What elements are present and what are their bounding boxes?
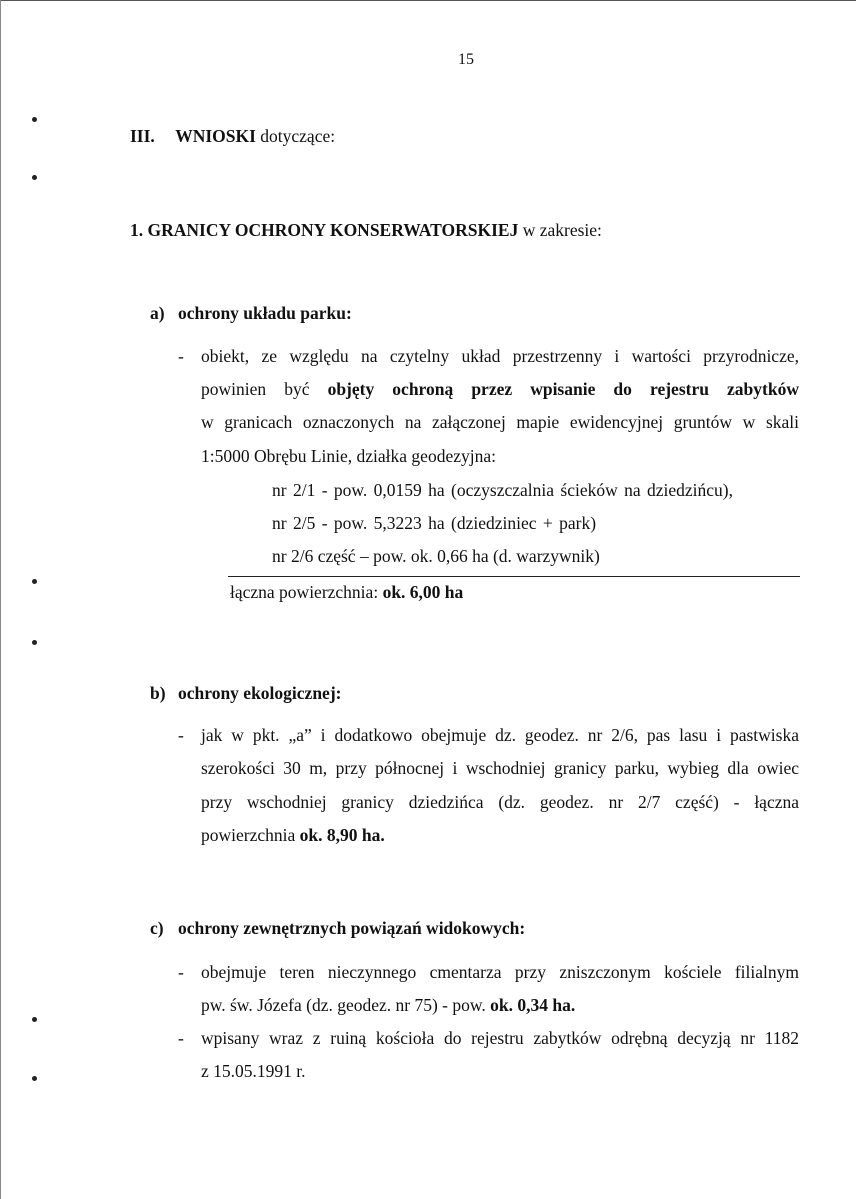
item-a-line-3: w granicach oznaczonych na załączonej mapie ewidencyjnej gruntów w skali: [201, 412, 799, 432]
item-b-line-4-bold: ok. 8,90 ha.: [299, 825, 385, 845]
item-c2-dash: -: [178, 1028, 184, 1048]
item-a-total-value: ok. 6,00 ha: [382, 582, 464, 602]
item-a-label: a): [150, 303, 165, 323]
scan-edge-top: [0, 0, 856, 1]
item-c2-line-2: z 15.05.1991 r.: [201, 1061, 306, 1081]
item-c1-line-2-text: pw. św. Józefa (dz. geodez. nr 75) - pow.: [201, 995, 491, 1015]
page-number: 15: [458, 51, 474, 68]
binding-hole-mark: [32, 175, 37, 180]
binding-hole-mark: [32, 1076, 37, 1081]
scan-edge-left: [0, 0, 1, 1199]
parcel-line: nr 2/1 - pow. 0,0159 ha (oczyszczalnia ścieków na dziedzińcu),: [272, 480, 734, 500]
item-a-dash: -: [178, 346, 184, 366]
binding-hole-mark: [32, 117, 37, 122]
parcel-line: nr 2/6 część – pow. ok. 0,66 ha (d. warzywnik): [272, 546, 600, 566]
item-c-label: c): [150, 918, 164, 938]
sum-divider: [228, 576, 800, 577]
binding-hole-mark: [32, 640, 37, 645]
section-title-rest: dotyczące:: [255, 126, 336, 146]
subsection-title-rest: w zakresie:: [518, 220, 602, 240]
section-numeral: III.: [130, 126, 155, 146]
item-b-line-4-text: powierzchnia: [201, 825, 300, 845]
item-b-line-1: jak w pkt. „a” i dodatkowo obejmuje dz. geodez. nr 2/6, pas lasu i pastwiska: [201, 725, 799, 745]
binding-hole-mark: [32, 1017, 37, 1022]
item-c2-line-1: wpisany wraz z ruiną kościoła do rejestru zabytków odrębną decyzją nr 1182: [201, 1028, 799, 1048]
item-b-dash: -: [178, 725, 184, 745]
item-a-line-2-text: powinien być: [201, 379, 328, 399]
item-a-total-label: łączna powierzchnia:: [230, 582, 383, 602]
subsection-heading: [130, 220, 602, 241]
item-b-line-4: [201, 825, 385, 846]
item-a-line-4: 1:5000 Obrębu Linie, działka geodezyjna:: [201, 446, 496, 466]
item-b-heading: ochrony ekologicznej:: [178, 683, 342, 703]
parcel-line: nr 2/5 - pow. 5,3223 ha (dziedziniec + park): [272, 513, 597, 533]
binding-hole-mark: [32, 579, 37, 584]
item-a-total: [230, 582, 463, 603]
item-c1-line-2-bold: ok. 0,34 ha.: [490, 995, 576, 1015]
item-a-heading: ochrony układu parku:: [178, 303, 352, 323]
item-b-line-3: przy wschodniej granicy dziedzińca (dz. geodez. nr 2/7 część) - łączna: [201, 792, 799, 812]
subsection-number: 1.: [130, 220, 144, 240]
item-c1-dash: -: [178, 962, 184, 982]
item-c1-line-2: [201, 995, 575, 1016]
item-a-line-2-bold: objęty ochroną przez wpisanie do rejestru zabytków: [327, 379, 799, 399]
section-heading: [130, 126, 335, 147]
item-a-line-1: obiekt, ze względu na czytelny układ przestrzenny i wartości przyrodnicze,: [201, 346, 799, 366]
section-title: WNIOSKI: [175, 126, 256, 146]
subsection-title: GRANICY OCHRONY KONSERWATORSKIEJ: [147, 220, 519, 240]
item-c-heading: ochrony zewnętrznych powiązań widokowych:: [178, 918, 526, 938]
item-c1-line-1: obejmuje teren nieczynnego cmentarza przy zniszczonym kościele filialnym: [201, 962, 799, 982]
item-b-label: b): [150, 683, 166, 703]
item-a-line-2: [201, 379, 799, 400]
item-b-line-2: szerokości 30 m, przy północnej i wschodniej granicy parku, wybieg dla owiec: [201, 758, 799, 778]
